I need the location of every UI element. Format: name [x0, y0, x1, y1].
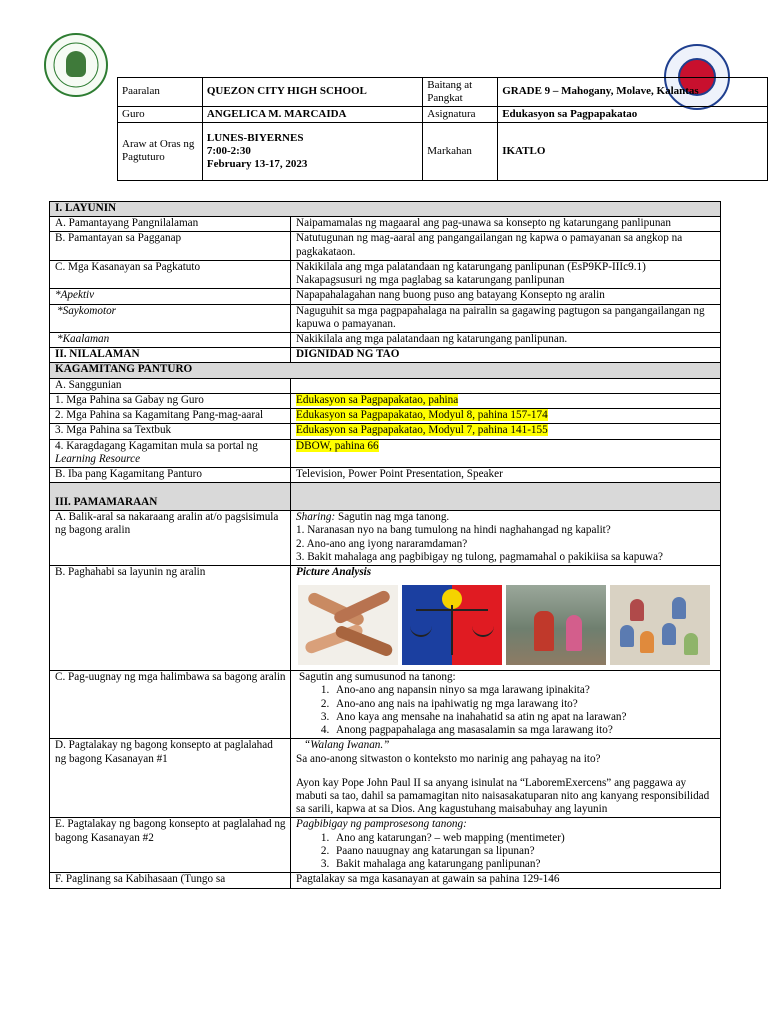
pagtalakay-2-list: [296, 832, 716, 872]
iba-pang-kagamitan-label: B. Iba pang Kagamitang Panturo: [50, 467, 291, 482]
pagtalakay-2-label: E. Pagtalakay ng bagong konsepto at paglalahad ng bagong Kasanayan #2: [50, 818, 291, 873]
balik-aral-q1: 1. Naranasan nyo na bang tumulong na hindi naghahangad ng kapalit?: [296, 524, 611, 537]
learning-resource-text: Learning Resource: [55, 452, 141, 465]
nilalaman-value: DIGNIDAD NG TAO: [291, 348, 721, 363]
section-pamamaraan-blank: [291, 483, 721, 511]
section-nilalaman-title: II. NILALAMAN: [50, 348, 291, 363]
pagtalakay-2-intro: Pagbibigay ng pamprosesong tanong:: [296, 818, 467, 831]
classroom-students-image: [610, 585, 710, 665]
paaralan-value: QUEZON CITY HIGH SCHOOL: [202, 78, 422, 107]
gabay-guro-value: [291, 393, 721, 408]
community-help-image: [506, 585, 606, 665]
kasanayan-line-1: Nakikilala ang mga palatandaan ng katarungang panlipunan (EsP9KP-IIIc9.1): [296, 260, 646, 273]
section-kagamitan-title: KAGAMITANG PANTURO: [50, 363, 721, 378]
pag-uugnay-item: 2. Ano-ano ang nais na ipahiwatig ng mga larawang ito?: [332, 698, 716, 711]
sanggunian-value: [291, 378, 721, 393]
balik-aral-q2: 2. Ano-ano ang iyong nararamdaman?: [296, 537, 468, 550]
section-layunin-title: I. LAYUNIN: [50, 202, 721, 217]
araw-value: [202, 122, 422, 180]
asignatura-label: Asignatura: [423, 106, 498, 122]
iba-pang-kagamitan-value: Television, Power Point Presentation, Speaker: [291, 467, 721, 482]
balik-aral-label: A. Balik-aral sa nakaraang aralin at/o pagsisimula ng bagong aralin: [50, 511, 291, 566]
asignatura-value: Edukasyon sa Pagpapakatao: [498, 106, 768, 122]
header-info-table: [117, 77, 768, 181]
lesson-plan-table: [49, 201, 721, 889]
pamantayang-pangnilalaman-value: Naipamamalas ng magaaral ang pag-unawa sa konsepto ng katarungang panlipunan: [291, 217, 721, 232]
araw-label: Araw at Oras ng Pagtuturo: [118, 122, 203, 180]
guro-value: ANGELICA M. MARCAIDA: [202, 106, 422, 122]
pag-uugnay-item: 1. Ano-ano ang napansin ninyo sa mga larawang ipinakita?: [332, 684, 716, 697]
walang-iwanan-quote: “Walang Iwanan.”: [304, 739, 390, 752]
section-pamamaraan-title: III. PAMAMARAAN: [50, 483, 291, 511]
qchs-seal-logo: [44, 33, 108, 97]
kagamitang-mag-aaral-value: [291, 409, 721, 424]
araw-time: 7:00-2:30: [206, 144, 251, 157]
balik-aral-q3: 3. Bakit mahalaga ang pagbibigay ng tulong, pagmamahal o pakikiisa sa kapuwa?: [296, 550, 663, 563]
textbuk-value: [291, 424, 721, 439]
pag-uugnay-item: 3. Ano kaya ang mensahe na inahahatid sa atin ng apat na larawan?: [332, 711, 716, 724]
pagtalakay-2-value: [291, 818, 721, 873]
kaalaman-value: Nakikilala ang mga palatandaan ng katarungang panlipunan.: [291, 332, 721, 347]
sanggunian-label: A. Sanggunian: [50, 378, 291, 393]
gabay-guro-text: Edukasyon sa Pagpapakatao, pahina: [296, 393, 459, 406]
pamantayang-pangnilalaman-label: A. Pamantayang Pangnilalaman: [50, 217, 291, 232]
textbuk-label: 3. Mga Pahina sa Textbuk: [50, 424, 291, 439]
pamantayan-pagganap-value: Natutugunan ng mag-aaral ang pangangailangan ng kapwa o pamayanan sa angkop na pagkakataon.: [291, 232, 721, 260]
kagamitang-mag-aaral-label: 2. Mga Pahina sa Kagamitang Pang-mag-aaral: [50, 409, 291, 424]
pagtalakay-1-question: Sa ano-anong sitwaston o konteksto mo narinig ang pahayag na ito?: [296, 752, 601, 765]
kasanayan-line-2: Nakapagsusuri ng mga paglabag sa katarungang panlipunan: [296, 274, 565, 287]
kasanayan-pagkatuto-label: C. Mga Kasanayan sa Pagkatuto: [50, 260, 291, 288]
pagtalakay-2-item: 3. Bakit mahalaga ang katarungang panlipunan?: [332, 858, 716, 871]
karagdagang-kagamitan-value: [291, 439, 721, 467]
araw-dates: February 13-17, 2023: [206, 157, 308, 170]
guro-label: Guro: [118, 106, 203, 122]
pag-uugnay-item: 4. Anong pagpapahalaga ang masasalamin sa mga larawang ito?: [332, 724, 716, 737]
paaralan-label: Paaralan: [118, 78, 203, 107]
picture-analysis-images: [298, 585, 716, 665]
pagtalakay-1-label: D. Pagtalakay ng bagong konsepto at paglalahad ng bagong Kasanayan #1: [50, 739, 291, 818]
pamantayan-pagganap-label: B. Pamantayan sa Pagganap: [50, 232, 291, 260]
baitang-value: GRADE 9 – Mahogany, Molave, Kalantas: [498, 78, 768, 107]
sharing-text: Sagutin nag mga tanong.: [335, 511, 450, 524]
pag-uugnay-list: [296, 684, 716, 737]
pag-uugnay-intro: Sagutin ang sumusunod na tanong:: [299, 671, 456, 684]
pag-uugnay-value: [291, 671, 721, 739]
kasanayan-pagkatuto-value: [291, 260, 721, 288]
pagtalakay-1-value: [291, 739, 721, 818]
paghahabi-value: [291, 566, 721, 671]
baitang-label: Baitang at Pangkat: [423, 78, 498, 107]
markahan-value: IKATLO: [498, 122, 768, 180]
paglinang-label: F. Paglinang sa Kabihasaan (Tungo sa: [50, 873, 291, 888]
karagdagang-kagamitan-label: [50, 439, 291, 467]
pag-uugnay-label: C. Pag-uugnay ng mga halimbawa sa bagong aralin: [50, 671, 291, 739]
picture-analysis-heading: Picture Analysis: [296, 566, 372, 579]
kagamitang-mag-aaral-text: Edukasyon sa Pagpapakatao, Modyul 8, pahina 157-174: [296, 409, 548, 422]
apektiv-label: *Apektiv: [50, 289, 291, 304]
pagtalakay-2-item: 1. Ano ang katarungan? – web mapping (mentimeter): [332, 832, 716, 845]
paglinang-value: Pagtalakay sa mga kasanayan at gawain sa pahina 129-146: [291, 873, 721, 888]
araw-days: LUNES-BIYERNES: [206, 131, 304, 144]
karagdagang-kagamitan-text: 4. Karagdagang Kagamitan mula sa portal ng: [55, 439, 258, 452]
qchs-seal-portrait: [66, 51, 86, 77]
paghahabi-label: B. Paghahabi sa layunin ng aralin: [50, 566, 291, 671]
balik-aral-value: [291, 511, 721, 566]
markahan-label: Markahan: [423, 122, 498, 180]
justice-scale-flag-image: [402, 585, 502, 665]
pagtalakay-1-paragraph: Ayon kay Pope John Paul II sa anyang isinulat na “LaboremExercens” ang paggawa ay mabuti sa tao, dahil sa pamamagitan nito naisasakatuparan nito ang kanyang responsibilidad sa sarili, kapwa at sa Dios. Ang kagustuhang maisabuhay ang layunin: [296, 776, 710, 816]
kaalaman-label: *Kaalaman: [50, 332, 291, 347]
hands-linked-image: [298, 585, 398, 665]
apektiv-value: Napapahalagahan nang buong puso ang batayang Konsepto ng aralin: [291, 289, 721, 304]
dbow-text: DBOW, pahina 66: [296, 439, 379, 452]
sharing-intro: [296, 511, 716, 524]
gabay-guro-label: 1. Mga Pahina sa Gabay ng Guro: [50, 393, 291, 408]
pagtalakay-2-item: 2. Paano nauugnay ang katarungan sa lipunan?: [332, 845, 716, 858]
saykomotor-value: Naguguhit sa mga pagpapahalaga na pairalin sa gagawing pagtugon sa pangangailangan ng kapuwa o pamayanan.: [291, 304, 721, 332]
textbuk-text: Edukasyon sa Pagpapakatao, Modyul 7, pahina 141-155: [296, 424, 548, 437]
sharing-label: Sharing:: [296, 511, 336, 524]
saykomotor-label: *Saykomotor: [50, 304, 291, 332]
